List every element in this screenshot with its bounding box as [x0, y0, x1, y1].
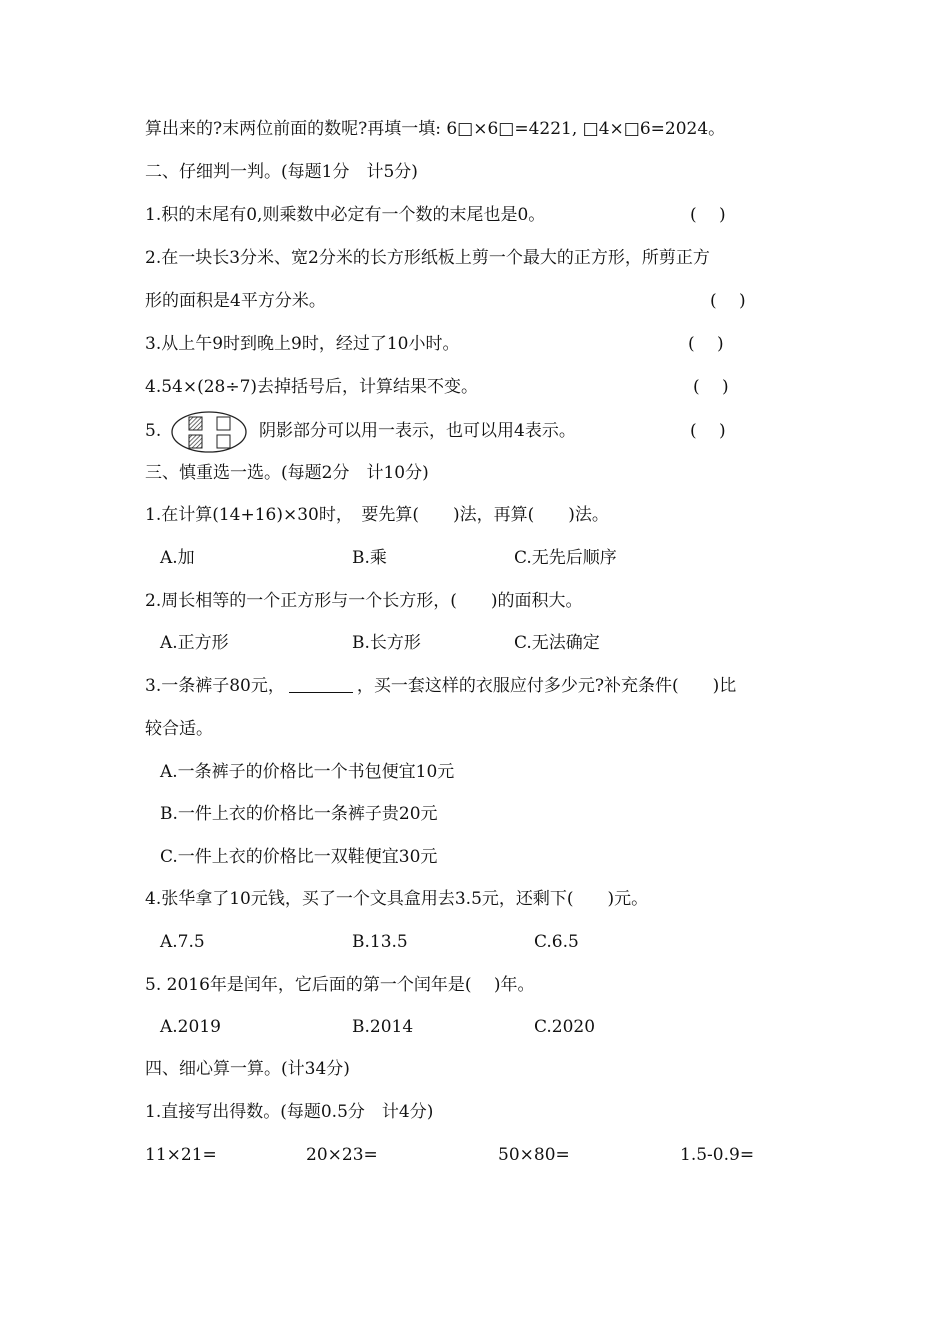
section3-q1: 1.在计算(14+16)×30时， 要先算( )法，再算( )法。 [145, 505, 609, 525]
intro-line: 算出来的?末两位前面的数呢?再填一填: 6□×6□=4221, □4×□6=2024。 [145, 119, 726, 139]
section3-q5: 5. 2016年是闰年，它后面的第一个闰年是( )年。 [145, 975, 535, 995]
section3-q3-cont: 较合适。 [145, 719, 213, 739]
section3-title: 三、慎重选一选。(每题2分 计10分) [145, 463, 429, 483]
section4-title: 四、细心算一算。(计34分) [145, 1059, 350, 1079]
calc-item: 1.5-0.9= [680, 1145, 755, 1165]
option-c[interactable]: C.一件上衣的价格比一双鞋便宜30元 [160, 847, 438, 867]
answer-paren[interactable]: ( ) [710, 291, 746, 311]
option-a[interactable]: A.7.5 [160, 932, 205, 952]
section4-sub1: 1.直接写出得数。(每题0.5分 计4分) [145, 1102, 434, 1122]
section2-item-5-number: 5. [145, 421, 162, 441]
option-a[interactable]: A.正方形 [160, 633, 229, 653]
section2-item-4: 4.54×(28÷7)去掉括号后，计算结果不变。 [145, 377, 479, 397]
section2-item-5: 阴影部分可以用一表示，也可以用4表示。 [259, 421, 576, 441]
section3-q2: 2.周长相等的一个正方形与一个长方形，( )的面积大。 [145, 591, 583, 611]
option-c[interactable]: C.无法确定 [514, 633, 600, 653]
answer-paren[interactable]: ( ) [690, 421, 726, 441]
option-b[interactable]: B.一件上衣的价格比一条裤子贵20元 [160, 804, 438, 824]
section3-q3 [145, 675, 736, 697]
answer-paren[interactable]: ( ) [693, 377, 729, 397]
section2-item-2: 2.在一块长3分米、宽2分米的长方形纸板上剪一个最大的正方形，所剪正方 [145, 248, 710, 268]
q3-prefix: 3.一条裤子80元， [145, 676, 285, 696]
section2-item-1: 1.积的末尾有0,则乘数中必定有一个数的末尾也是0。 [145, 205, 546, 225]
calc-item: 11×21= [145, 1145, 217, 1165]
answer-paren[interactable]: ( ) [690, 205, 726, 225]
section3-q4: 4.张华拿了10元钱，买了一个文具盒用去3.5元，还剩下( )元。 [145, 889, 649, 909]
option-a[interactable]: A.2019 [160, 1017, 221, 1037]
section2-item-2-cont: 形的面积是4平方分米。 [145, 291, 326, 311]
fill-blank[interactable] [289, 676, 353, 693]
option-b[interactable]: B.13.5 [352, 932, 408, 952]
shaded-squares-figure [170, 410, 248, 454]
option-b[interactable]: B.乘 [352, 548, 387, 568]
option-a[interactable]: A.一条裤子的价格比一个书包便宜10元 [160, 762, 455, 782]
option-b[interactable]: B.长方形 [352, 633, 421, 653]
section2-item-3: 3.从上午9时到晚上9时，经过了10小时。 [145, 334, 460, 354]
answer-paren[interactable]: ( ) [688, 334, 724, 354]
section2-title: 二、仔细判一判。(每题1分 计5分) [145, 162, 418, 182]
calc-item: 50×80= [498, 1145, 570, 1165]
q3-suffix: ，买一套这样的衣服应付多少元?补充条件( )比 [356, 676, 737, 696]
option-c[interactable]: C.无先后顺序 [514, 548, 617, 568]
option-a[interactable]: A.加 [160, 548, 195, 568]
calc-item: 20×23= [306, 1145, 378, 1165]
option-b[interactable]: B.2014 [352, 1017, 414, 1037]
option-c[interactable]: C.6.5 [534, 932, 579, 952]
option-c[interactable]: C.2020 [534, 1017, 596, 1037]
